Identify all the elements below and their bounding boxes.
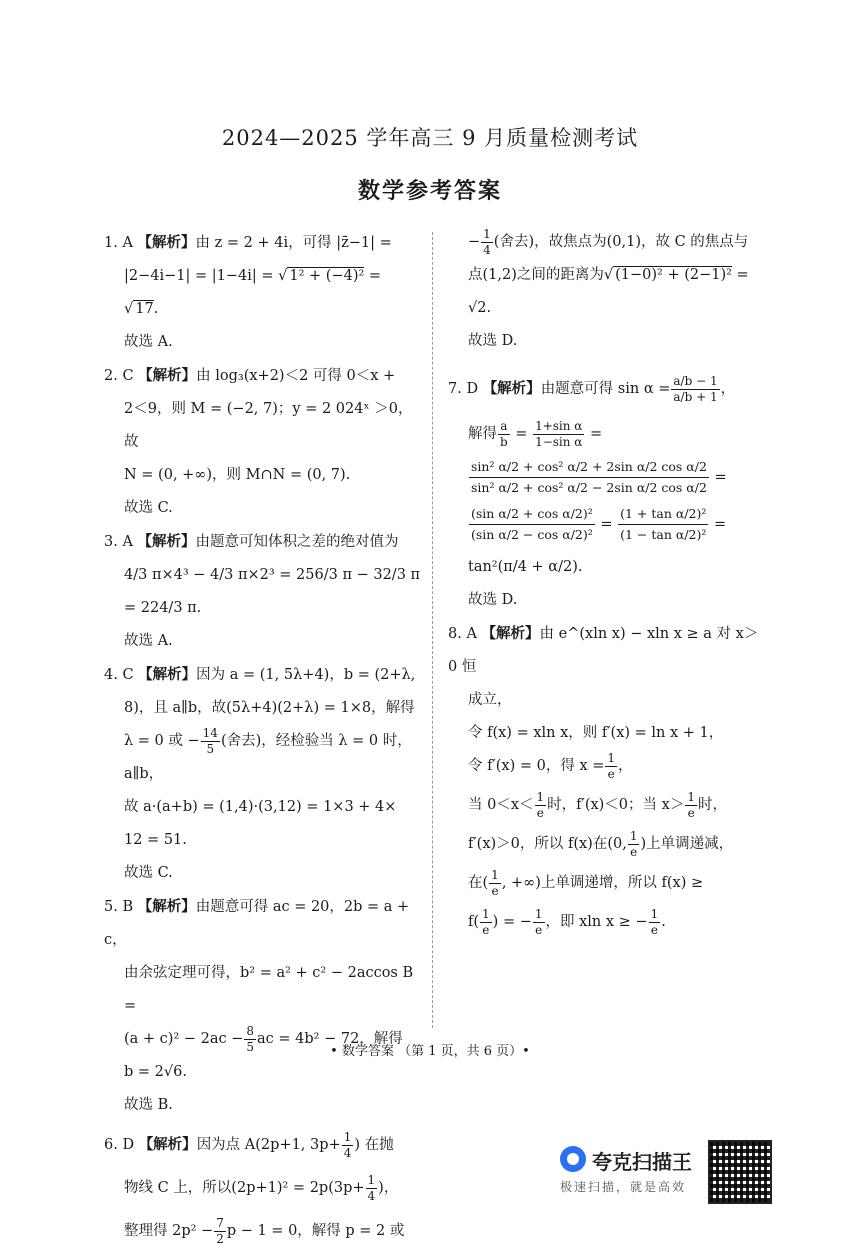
q5-line: ac = 4b² − 72，解得 [257,1031,403,1047]
analysis-tag: 【解析】 [138,666,197,683]
q1-root: √ [124,301,134,317]
q7-choice: 故选 D. [468,592,518,608]
q7-line: 由题意可得 sin α = [540,381,671,397]
q4-line: 12 = 51. [124,832,187,848]
question-5 [104,890,422,1122]
q6-line: (舍去)，故焦点为(0,1)，故 C 的焦点与 [493,234,749,250]
q7-line: = [585,426,603,442]
q8-answer: 8. A [448,626,477,642]
q1-radicand: 17 [135,301,154,317]
q2-line: 2＜9，则 M = (−2, 7)；y = 2 024ˣ ＞0，故 [124,401,413,450]
question-2 [104,359,422,525]
q6-line: 点(1,2)之间的距离为√ [468,267,614,283]
q4-choice: 故选 C. [124,865,173,881]
q7-fraction: $\frac{a/b - 1}{a/b + 1}$ [673,373,718,404]
q8-line: 成立， [468,692,512,708]
question-1 [104,226,422,359]
scanner-watermark [560,1136,770,1206]
q3-line: 4/3 π×4³ − 4/3 π×2³ = 256/3 π − 32/3 π = 224/3 π. [124,567,421,616]
q1-line: 由 z = 2 + 4i，可得 |z̄−1| = [195,235,392,251]
q7-line: = [510,426,533,442]
qr-code-icon [708,1140,772,1204]
exam-title: 2024—2025 学年高三 9 月质量检测考试 [221,126,639,150]
q8-fraction: $\frac{1}{e}$ [650,906,659,937]
q8-fraction: $\frac{1}{e}$ [629,828,638,859]
q6-line: 因为点 A(2p+1, 3p+ [196,1137,341,1153]
quark-logo-icon [560,1146,586,1172]
q1-line: = [364,268,382,284]
q2-line: N = (0, +∞)，则 M∩N = (0, 7). [124,467,351,483]
analysis-tag: 【解析】 [137,234,196,251]
q8-line: 时，f′(x)＜0；当 x＞ [547,797,685,813]
q6-fraction: $\frac{7}{2}$ [216,1215,224,1246]
q6-answer: 6. D [104,1137,135,1153]
q8-fraction: $\frac{1}{e}$ [482,906,490,937]
q3-line: 由题意可知体积之差的绝对值为 [195,534,399,550]
watermark-name: 夸克扫描王 [592,1150,692,1174]
q8-fraction: $\frac{1}{e}$ [491,867,499,898]
page-footer: • 数学答案 （第 1 页，共 6 页）• [330,1044,530,1059]
q8-line: , +∞)上单调递增，所以 f(x) ≥ [501,875,704,891]
q4-fraction: $\frac{14}{5}$ [202,725,218,756]
analysis-tag: 【解析】 [138,367,197,384]
q7-line: 解得 [468,426,497,442]
q8-line: 在( [468,875,489,891]
q5-line: b = 2√6. [124,1064,187,1080]
q7-line: tan²(π/4 + α/2). [468,559,583,575]
q8-line: 令 f(x) = xln x，则 f′(x) = ln x + 1， [468,725,724,741]
q4-line: 因为 a = (1, 5λ+4)，b = (2+λ, [196,667,416,683]
q4-line: (舍去)，经检验当 λ = 0 时，a∥b， [124,733,412,782]
q3-choice: 故选 A. [124,633,173,649]
q5-line: 由余弦定理可得，b² = a² + c² − 2accos B = [124,965,414,1014]
q6-line: 物线 C 上，所以(2p+1)² = 2p(3p+ [124,1180,365,1196]
q7-fraction: $\frac{\text{(1 + tan α/2)²}}{\text{(1 − tan α/2)²}}$ [620,506,707,542]
q7-fraction: $\frac{\text{sin² α/2 + cos² α/2 + 2sin α/2 cos α/2}}{\text{sin² α/2 + cos² α/2 − 2sin α/2 cos α/2}}$ [471,459,707,495]
q6-choice: 故选 D. [468,333,518,349]
watermark-slogan: 极速扫描，就是高效 [560,1180,687,1194]
q8-line: 时， [697,797,727,813]
left-column [104,226,422,1248]
q8-fraction: $\frac{1}{e}$ [687,789,695,820]
q5-line: (a + c)² − 2ac − [124,1031,244,1047]
q4-line: 8)，且 a∥b，故(5λ+4)(2+λ) = 1×8，解得 [124,700,415,716]
q8-fraction: $\frac{1}{e}$ [607,750,616,781]
q4-line: 故 a·(a+b) = (1,4)·(3,12) = 1×3 + 4× [124,799,397,815]
q8-line: )上单调递减， [640,836,734,852]
analysis-tag: 【解析】 [138,1136,197,1153]
q8-line: ) = − [492,914,532,930]
q6-line: √2. [468,300,492,316]
q2-answer: 2. C [104,368,134,384]
q6-line: )， [378,1180,399,1196]
q8-line: 令 f′(x) = 0，得 x = [468,758,605,774]
question-4 [104,658,422,890]
q1-line: |2−4i−1| = |1−4i| = √ [124,268,288,284]
q6-fraction: $\frac{1}{4}$ [367,1172,376,1203]
q2-choice: 故选 C. [124,500,173,516]
q1-answer: 1. A [104,235,133,251]
q7-fraction: $\frac{a}{b}$ [500,418,508,449]
q6-line: − [468,234,481,250]
q8-line: f′(x)＞0，所以 f(x)在(0, [468,836,627,852]
q8-fraction: $\frac{1}{e}$ [536,789,545,820]
q8-line: . [661,914,666,930]
question-6 [104,1128,422,1248]
q8-line: 当 0＜x＜ [468,797,534,813]
q6-radicand: (1−0)² + (2−1)² [615,267,732,283]
q8-line: 由 e^(xln x) − xln x ≥ a 对 x＞0 恒 [448,626,759,675]
q4-answer: 4. C [104,667,134,683]
q1-radicand: 1² + (−4)² [289,268,365,284]
q7-line: = [709,516,727,533]
q8-line: f( [468,914,480,930]
q5-answer: 5. B [104,899,134,915]
q3-answer: 3. A [104,534,133,550]
question-8 [448,617,766,939]
question-7 [448,372,766,617]
answer-title: 数学参考答案 [357,178,502,204]
question-3 [104,525,422,658]
q8-line: ， [618,758,633,774]
q7-fraction: $\frac{\text{(sin α/2 + cos α/2)²}}{\text{(sin α/2 − cos α/2)²}}$ [471,506,593,542]
q8-line: ，即 xln x ≥ − [545,914,648,930]
q7-answer: 7. D [448,381,479,397]
q7-line: = [709,469,727,486]
column-divider [432,232,433,1028]
q5-line: 由题意可得 ac = 20，2b = a + c， [104,899,410,948]
q6-line: ) 在抛 [354,1137,394,1153]
q2-line: 由 log₃(x+2)＜2 可得 0＜x + [196,368,396,384]
q6-fraction: $\frac{1}{4}$ [343,1129,352,1160]
right-column [448,226,766,939]
q7-line: ， [720,381,736,397]
q5-choice: 故选 B. [124,1097,173,1113]
analysis-tag: 【解析】 [482,380,541,397]
q7-line: = [595,516,618,533]
q6-fraction: $\frac{1}{4}$ [483,226,491,257]
q4-line: λ = 0 或 − [124,733,200,749]
q6-line: 整理得 2p² − [124,1223,214,1239]
q8-fraction: $\frac{1}{e}$ [534,906,543,937]
analysis-tag: 【解析】 [481,625,540,642]
analysis-tag: 【解析】 [137,533,196,550]
q1-choice: 故选 A. [124,334,173,350]
q7-fraction: $\frac{\text{1+sin α}}{\text{1−sin α}}$ [535,418,583,449]
q6-line: = [731,267,749,283]
q1-line: . [153,301,159,317]
question-6-continued [448,226,766,358]
q5-fraction: $\frac{8}{5}$ [246,1023,255,1054]
analysis-tag: 【解析】 [137,898,196,915]
q6-line: p − 1 = 0，解得 p = 2 或 [226,1223,405,1239]
